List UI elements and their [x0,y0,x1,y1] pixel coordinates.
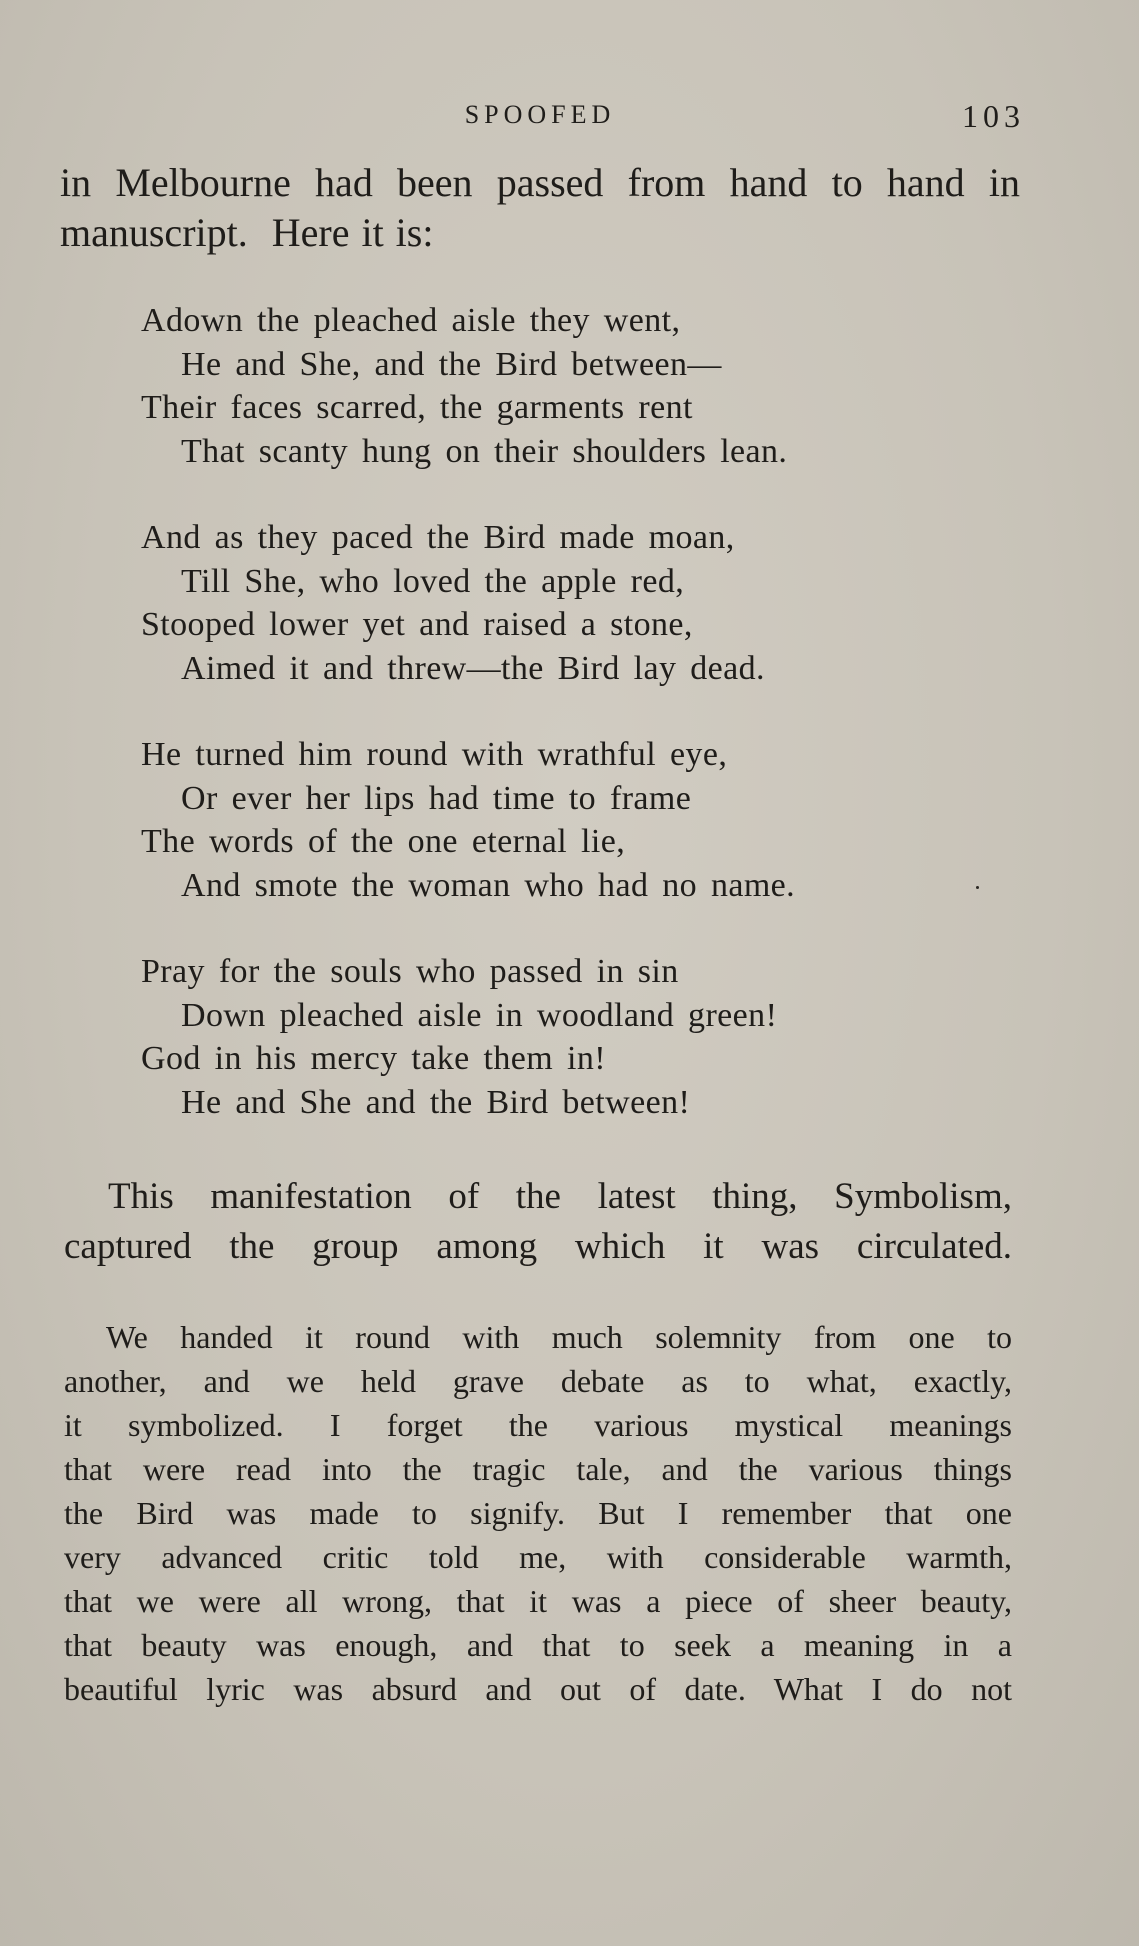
poem-line: That scanty hung on their shoulders lean. [181,432,788,470]
paragraph-line: in Melbourne had been passed from hand to hand in [60,160,1020,205]
poem-line: The words of the one eternal lie, [141,823,626,860]
lead-paragraph [60,158,1020,258]
paragraph-line: very advanced critic told me, with considerable warmth, [64,1539,1012,1575]
paragraph-line: the Bird was made to signify. But I remember that one [64,1495,1012,1531]
poem-stanza [141,299,961,473]
poem-line: Or ever her lips had time to frame [181,779,692,817]
paragraph-line: that we were all wrong, that it was a piece of sheer beauty, [64,1583,1012,1619]
poem-line: Their faces scarred, the garments rent [141,389,693,426]
paper-speck [976,886,979,889]
poem-line: Till She, who loved the apple red, [181,562,685,600]
poem-stanza [141,733,961,907]
poem-line: Down pleached aisle in woodland green! [181,996,778,1034]
paragraph-line: manuscript. Here it is: [60,210,434,255]
paragraph-line: it symbolized. I forget the various mystical meanings [64,1407,1012,1443]
poem-line: He and She and the Bird between! [181,1083,691,1121]
paragraph-line: This manifestation of the latest thing, Symbolism, [108,1176,1012,1217]
poem-line: Pray for the souls who passed in sin [141,953,679,990]
page-header [60,96,1025,136]
page-number: 103 [962,98,1025,134]
poem-line: Aimed it and threw—the Bird lay dead. [181,649,765,687]
poem-line: Stooped lower yet and raised a stone, [141,606,693,643]
poem-line: God in his mercy take them in! [141,1040,607,1077]
poem-line: He and She, and the Bird between— [181,345,722,383]
poem-stanza [141,950,961,1124]
poem-line: And smote the woman who had no name. [181,866,796,904]
poem [141,299,961,1124]
poem-line: Adown the pleached aisle they went, [141,302,681,339]
running-title: SPOOFED [464,100,616,129]
poem-line: He turned him round with wrathful eye, [141,736,728,773]
poem-stanza [141,516,961,690]
body-paragraph [64,1315,1012,1711]
paragraph-line: that beauty was enough, and that to seek a meaning in a [64,1627,1012,1663]
paragraph-line: captured the group among which it was circulated. [64,1226,1012,1267]
paragraph-line: another, and we held grave debate as to what, exactly, [64,1363,1012,1399]
paragraph-line: that were read into the tragic tale, and the various things [64,1451,1012,1487]
poem-line: And as they paced the Bird made moan, [141,519,735,556]
paragraph-line: beautiful lyric was absurd and out of date. What I do not [64,1671,1012,1707]
symbolism-paragraph [64,1172,1012,1272]
paragraph-line: We handed it round with much solemnity from one to [106,1319,1012,1355]
